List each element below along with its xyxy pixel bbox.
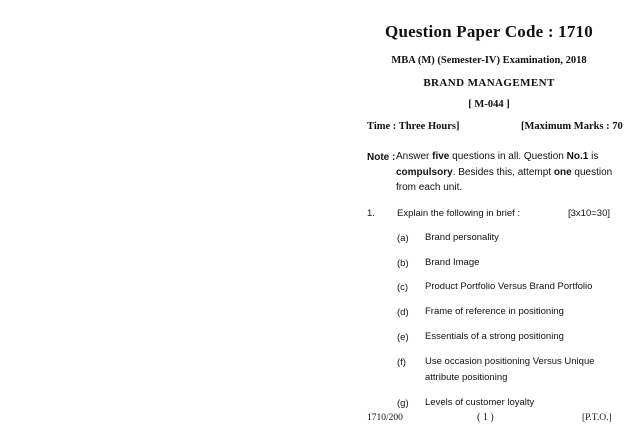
option-label: (a) (397, 233, 409, 244)
note-no1: No.1 (566, 151, 589, 162)
note-one: one (553, 166, 572, 178)
note-part-1: Answer (396, 151, 433, 162)
course-code: [ M-044 ] (468, 99, 510, 110)
question-text: Explain the following in brief : (397, 208, 521, 219)
option-text: Brand Image (425, 257, 480, 268)
option-text: Product Portfolio Versus Brand Portfolio (425, 281, 593, 292)
option-text: Use occasion positioning Versus Unique attribute positioning (425, 356, 595, 383)
note-part-2: questions in all. Question (449, 151, 567, 162)
subject-title: BRAND MANAGEMENT (423, 77, 555, 89)
option-label: (b) (397, 258, 409, 269)
footer-paper-code: 1710/200 (367, 413, 403, 423)
option-label: (c) (397, 282, 409, 293)
note-five: five (432, 151, 450, 162)
option-label: (g) (397, 398, 409, 409)
note-text (396, 149, 616, 196)
option-label: (f) (397, 357, 406, 368)
paper-code-title: Question Paper Code : 1710 (385, 22, 593, 41)
exam-name: MBA (M) (Semester-IV) Examination, 2018 (391, 55, 587, 66)
note-part-4: . Besides this, attempt (452, 166, 554, 178)
note-compulsory: compulsory (396, 166, 453, 178)
maximum-marks: [Maximum Marks : 70 (521, 121, 623, 132)
option-text: Levels of customer loyalty (425, 397, 535, 408)
option-text: Essentials of a strong positioning (425, 331, 564, 342)
question-number: 1. (367, 208, 375, 219)
note-label: Note : (367, 152, 396, 163)
question-marks: [3x10=30] (568, 208, 610, 219)
note-part-3: is (588, 151, 599, 162)
page-number: ( 1 ) (477, 412, 494, 423)
option-label: (e) (397, 332, 409, 343)
option-text: Frame of reference in positioning (425, 306, 564, 317)
option-text: Brand personality (425, 232, 499, 243)
option-label: (d) (397, 307, 409, 318)
please-turn-over: [P.T.O.] (582, 413, 612, 423)
note-part-5: question from each unit. (396, 166, 613, 193)
time-allowed: Time : Three Hours] (367, 121, 460, 132)
